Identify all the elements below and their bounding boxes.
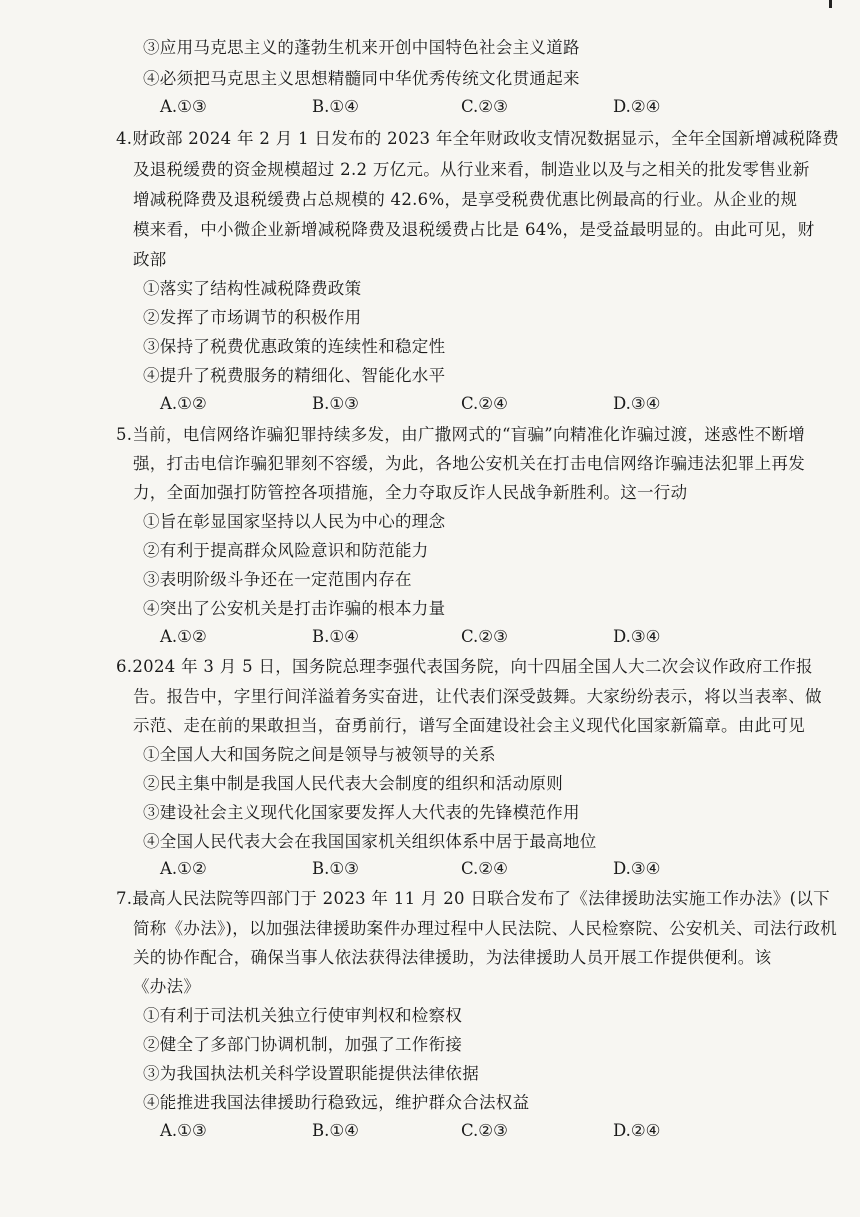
q6-choice-c: C.②④: [461, 859, 508, 878]
q3-option-4: ④必须把马克思主义思想精髓同中华优秀传统文化贯通起来: [143, 69, 580, 88]
q7-stem-line: 7.最高人民法院等四部门于 2023 年 11 月 20 日联合发布了《法律援助法实施工作办法》(以下: [116, 889, 830, 908]
corner-mark: [829, 0, 832, 8]
q5-choice-c: C.②③: [461, 627, 508, 646]
q6-option-1: ①全国人大和国务院之间是领导与被领导的关系: [143, 745, 496, 764]
q3-option-3: ③应用马克思主义的蓬勃生机来开创中国特色社会主义道路: [143, 38, 580, 57]
q6-option-4: ④全国人民代表大会在我国国家机关组织体系中居于最高地位: [143, 832, 597, 851]
q3-choice-b: B.①④: [312, 97, 359, 116]
q5-choice-a: A.①②: [160, 627, 207, 646]
q5-stem-line: 力，全面加强打防管控各项措施，全力夺取反诈人民战争新胜利。这一行动: [133, 483, 688, 502]
q6-stem-line: 示范、走在前的果敢担当，奋勇前行，谱写全面建设社会主义现代化国家新篇章。由此可见: [133, 716, 805, 735]
q4-stem-line: 及退税缓费的资金规模超过 2.2 万亿元。从行业来看，制造业以及与之相关的批发零售业新: [133, 160, 810, 179]
q5-option-1: ①旨在彰显国家坚持以人民为中心的理念: [143, 512, 446, 531]
q3-choice-a: A.①③: [160, 97, 207, 116]
q4-option-3: ③保持了税费优惠政策的连续性和稳定性: [143, 337, 446, 356]
q7-option-3: ③为我国执法机关科学设置职能提供法律依据: [143, 1064, 479, 1083]
q7-choice-b: B.①④: [312, 1121, 359, 1140]
q5-choice-d: D.③④: [613, 627, 661, 646]
q5-stem-line: 5.当前，电信网络诈骗犯罪持续多发，由广撒网式的“盲骗”向精准化诈骗过渡，迷惑性不断增: [116, 425, 806, 444]
q6-choice-b: B.①③: [312, 859, 359, 878]
q7-option-4: ④能推进我国法律援助行稳致远，维护群众合法权益: [143, 1093, 530, 1112]
q4-stem-line: 4.财政部 2024 年 2 月 1 日发布的 2023 年全年财政收支情况数据显示，全年全国新增减税降费: [116, 129, 840, 148]
q7-stem-line: 《办法》: [133, 977, 201, 996]
q3-choice-c: C.②③: [461, 97, 508, 116]
q6-stem-line: 6.2024 年 3 月 5 日，国务院总理李强代表国务院，向十四届全国人大二次会议作政府工作报: [116, 657, 813, 676]
q5-choices: [160, 626, 680, 648]
q5-option-4: ④突出了公安机关是打击诈骗的根本力量: [143, 599, 446, 618]
q4-option-1: ①落实了结构性减税降费政策: [143, 279, 362, 298]
q6-option-2: ②民主集中制是我国人民代表大会制度的组织和活动原则: [143, 774, 563, 793]
q7-choices: [160, 1120, 680, 1142]
q7-choice-d: D.②④: [613, 1121, 661, 1140]
q4-option-2: ②发挥了市场调节的积极作用: [143, 308, 362, 327]
q5-choice-b: B.①④: [312, 627, 359, 646]
q6-choice-a: A.①②: [160, 859, 207, 878]
q5-option-3: ③表明阶级斗争还在一定范围内存在: [143, 570, 412, 589]
q6-stem-line: 告。报告中，字里行间洋溢着务实奋进，让代表们深受鼓舞。大家纷纷表示，将以当表率、做: [133, 687, 822, 706]
q4-choices: [160, 393, 680, 415]
q7-stem-line: 简称《办法》)，以加强法律援助案件办理过程中人民法院、人民检察院、公安机关、司法行政机: [133, 919, 838, 938]
q7-choice-a: A.①③: [160, 1121, 207, 1140]
q7-option-1: ①有利于司法机关独立行使审判权和检察权: [143, 1006, 463, 1025]
q3-choices: [160, 96, 680, 118]
q4-choice-b: B.①③: [312, 394, 359, 413]
q7-option-2: ②健全了多部门协调机制，加强了工作衔接: [143, 1035, 463, 1054]
q4-stem-line: 增减税降费及退税缓费占总规模的 42.6%，是享受税费优惠比例最高的行业。从企业的规: [133, 190, 798, 209]
q4-stem-line: 政部: [133, 250, 167, 269]
q5-stem-line: 强，打击电信诈骗犯罪刻不容缓，为此，各地公安机关在打击电信网络诈骗违法犯罪上再发: [133, 454, 805, 473]
q4-choice-c: C.②④: [461, 394, 508, 413]
q5-option-2: ②有利于提高群众风险意识和防范能力: [143, 541, 429, 560]
q4-option-4: ④提升了税费服务的精细化、智能化水平: [143, 366, 446, 385]
q3-choice-d: D.②④: [613, 97, 661, 116]
q4-choice-a: A.①②: [160, 394, 207, 413]
q7-choice-c: C.②③: [461, 1121, 508, 1140]
q7-stem-line: 关的协作配合，确保当事人依法获得法律援助，为法律援助人员开展工作提供便利。该: [133, 948, 772, 967]
q6-choices: [160, 858, 680, 880]
q4-choice-d: D.③④: [613, 394, 661, 413]
q4-stem-line: 模来看，中小微企业新增减税降费及退税缓费占比是 64%，是受益最明显的。由此可见，财: [133, 220, 815, 239]
q6-choice-d: D.③④: [613, 859, 661, 878]
q6-option-3: ③建设社会主义现代化国家要发挥人大代表的先锋模范作用: [143, 803, 580, 822]
